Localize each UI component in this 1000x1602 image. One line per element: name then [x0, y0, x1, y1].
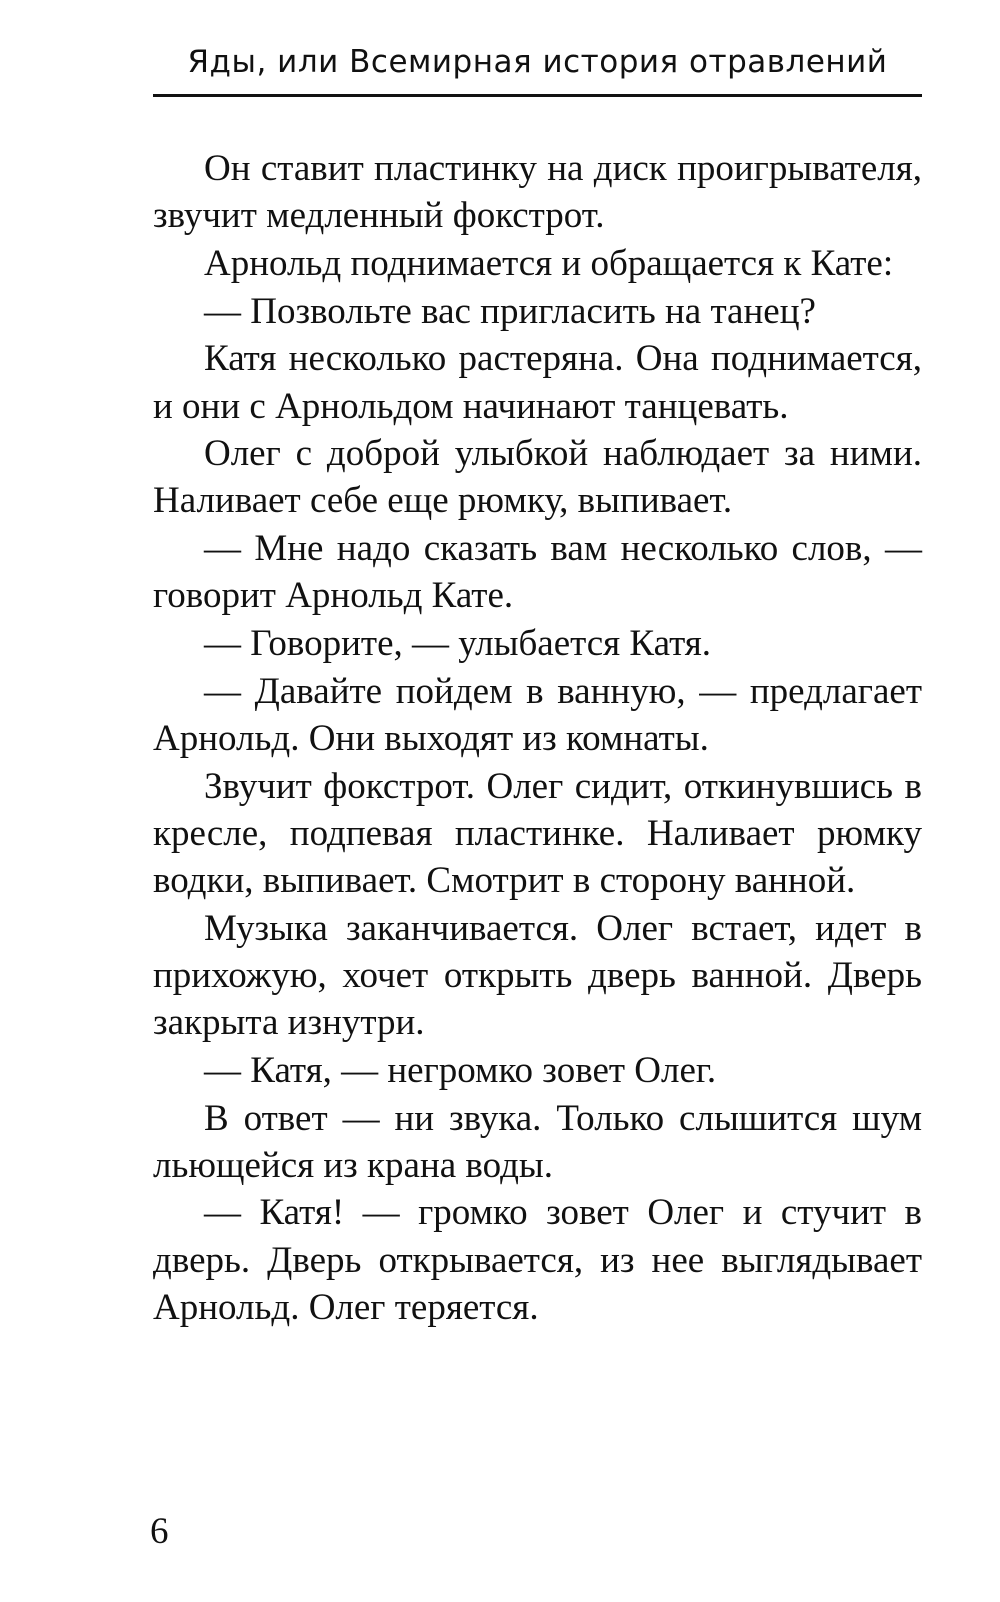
- paragraph: Катя несколько растеряна. Она поднимается, и они с Арнольдом начинают танцевать.: [153, 338, 922, 427]
- paragraph: — Катя, — негромко зовет Олег.: [204, 1049, 717, 1091]
- paragraph: Олег с доброй улыбкой наблюдает за ними. Наливает себе еще рюмку, выпивает.: [153, 433, 922, 522]
- running-header: Яды, или Всемирная история отравлений: [187, 44, 888, 80]
- paragraph: Музыка заканчивается. Олег встает, идет в прихожую, хочет открыть дверь ванной. Дверь закрыта изнутри.: [153, 907, 922, 1044]
- paragraph: Он ставит пластинку на диск проигрывателя, звучит медленный фокстрот.: [153, 148, 922, 237]
- page-number: 6: [150, 1511, 169, 1552]
- paragraph: Арнольд поднимается и обращается к Кате:: [204, 242, 894, 284]
- paragraph: — Мне надо сказать вам несколько слов, — говорит Арнольд Кате.: [153, 528, 922, 617]
- paragraph: В ответ — ни звука. Только слышится шум льющейся из крана воды.: [153, 1097, 922, 1186]
- body-text: [153, 145, 922, 1332]
- paragraph: — Говорите, — улыбается Катя.: [204, 623, 712, 665]
- paragraph: — Катя! — громко зовет Олег и стучит в дверь. Дверь открывается, из нее выглядывает Арнольд. Олег теряется.: [153, 1192, 922, 1328]
- paragraph: — Позвольте вас пригласить на танец?: [204, 290, 816, 332]
- paragraph: — Давайте пойдем в ванную, — предлагает Арнольд. Они выходят из комнаты.: [153, 670, 922, 759]
- paragraph: Звучит фокстрот. Олег сидит, откинувшись в кресле, подпевая пластинке. Наливает рюмку водки, выпивает. Смотрит в сторону ванной.: [153, 765, 922, 902]
- header-rule: [153, 94, 922, 97]
